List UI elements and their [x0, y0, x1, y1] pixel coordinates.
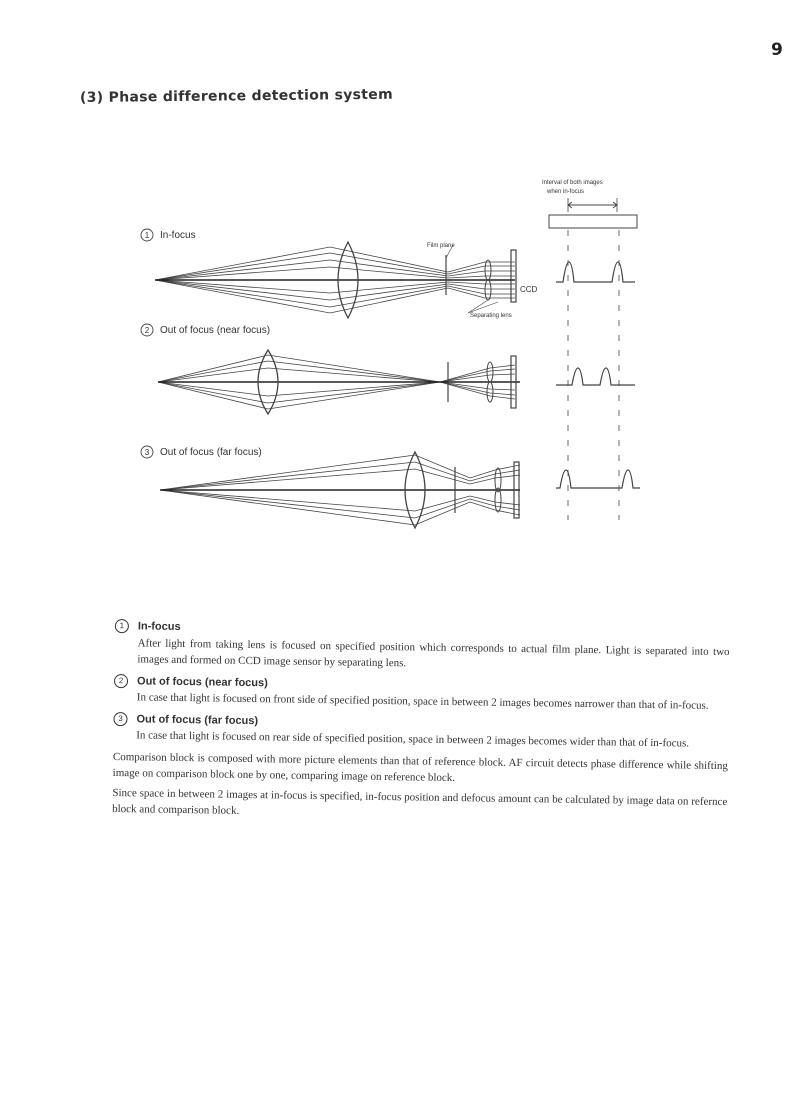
film-plane-label: Film plane: [427, 243, 455, 249]
row-3-number: 3: [144, 448, 150, 457]
description-3-text: In case that light is focused on rear side of specified position, space in between 2 images becomes wider than that of in-focus.: [136, 729, 690, 750]
description-2-text: In case that light is focused on front side of specified position, space in between 2 images becomes narrower than that of in-focus.: [136, 691, 709, 712]
description-block: [112, 618, 730, 827]
phase-detection-diagram: [0, 160, 805, 530]
interval-indicator: [549, 198, 637, 520]
row-1-number: 1: [144, 231, 150, 240]
waveform-far-focus: [556, 470, 640, 488]
description-2-number: 2: [114, 674, 128, 688]
description-3-title: Out of focus (far focus): [136, 712, 259, 727]
description-far-focus: [113, 710, 728, 752]
page-number: 9: [771, 40, 783, 60]
row-1-label: In-focus: [160, 230, 196, 241]
ccd-label: CCD: [520, 285, 538, 294]
description-near-focus: [114, 672, 729, 714]
row-2-label: Out of focus (near focus): [160, 325, 271, 336]
defocus-paragraph: Since space in between 2 images at in-focus is specified, in-focus position and defocus amount can be calculated by image data on refernce block and comparison block.: [112, 786, 728, 817]
description-in-focus: [114, 618, 730, 677]
when-in-focus-label: when in-focus: [547, 189, 585, 195]
ray-diagram-in-focus: [155, 242, 516, 318]
comparison-block-paragraph: Comparison block is composed with more picture elements than that of reference block. AF circuit detects phase difference while shifting image on comparison block one by one, comparing image on reference block.: [112, 750, 728, 785]
description-3-number: 3: [113, 712, 127, 726]
row-2-number: 2: [144, 326, 150, 335]
description-1-number: 1: [115, 619, 129, 633]
description-2-title: Out of focus (near focus): [136, 674, 268, 689]
description-1-text: After light from taking lens is focused on specified position which corresponds to actual film plane. Light is separated into two images and formed on CCD image sensor by separating lens.: [137, 636, 730, 670]
section-title: (3) Phase difference detection system: [79, 86, 394, 106]
row-3-label: Out of focus (far focus): [160, 447, 262, 458]
interval-label: Interval of both images: [542, 180, 603, 186]
ray-diagram-far-focus: [160, 452, 520, 528]
description-1-title: In-focus: [137, 620, 181, 633]
ray-diagram-near-focus: [158, 350, 520, 414]
separating-lens-label: Separating lens: [470, 313, 512, 319]
